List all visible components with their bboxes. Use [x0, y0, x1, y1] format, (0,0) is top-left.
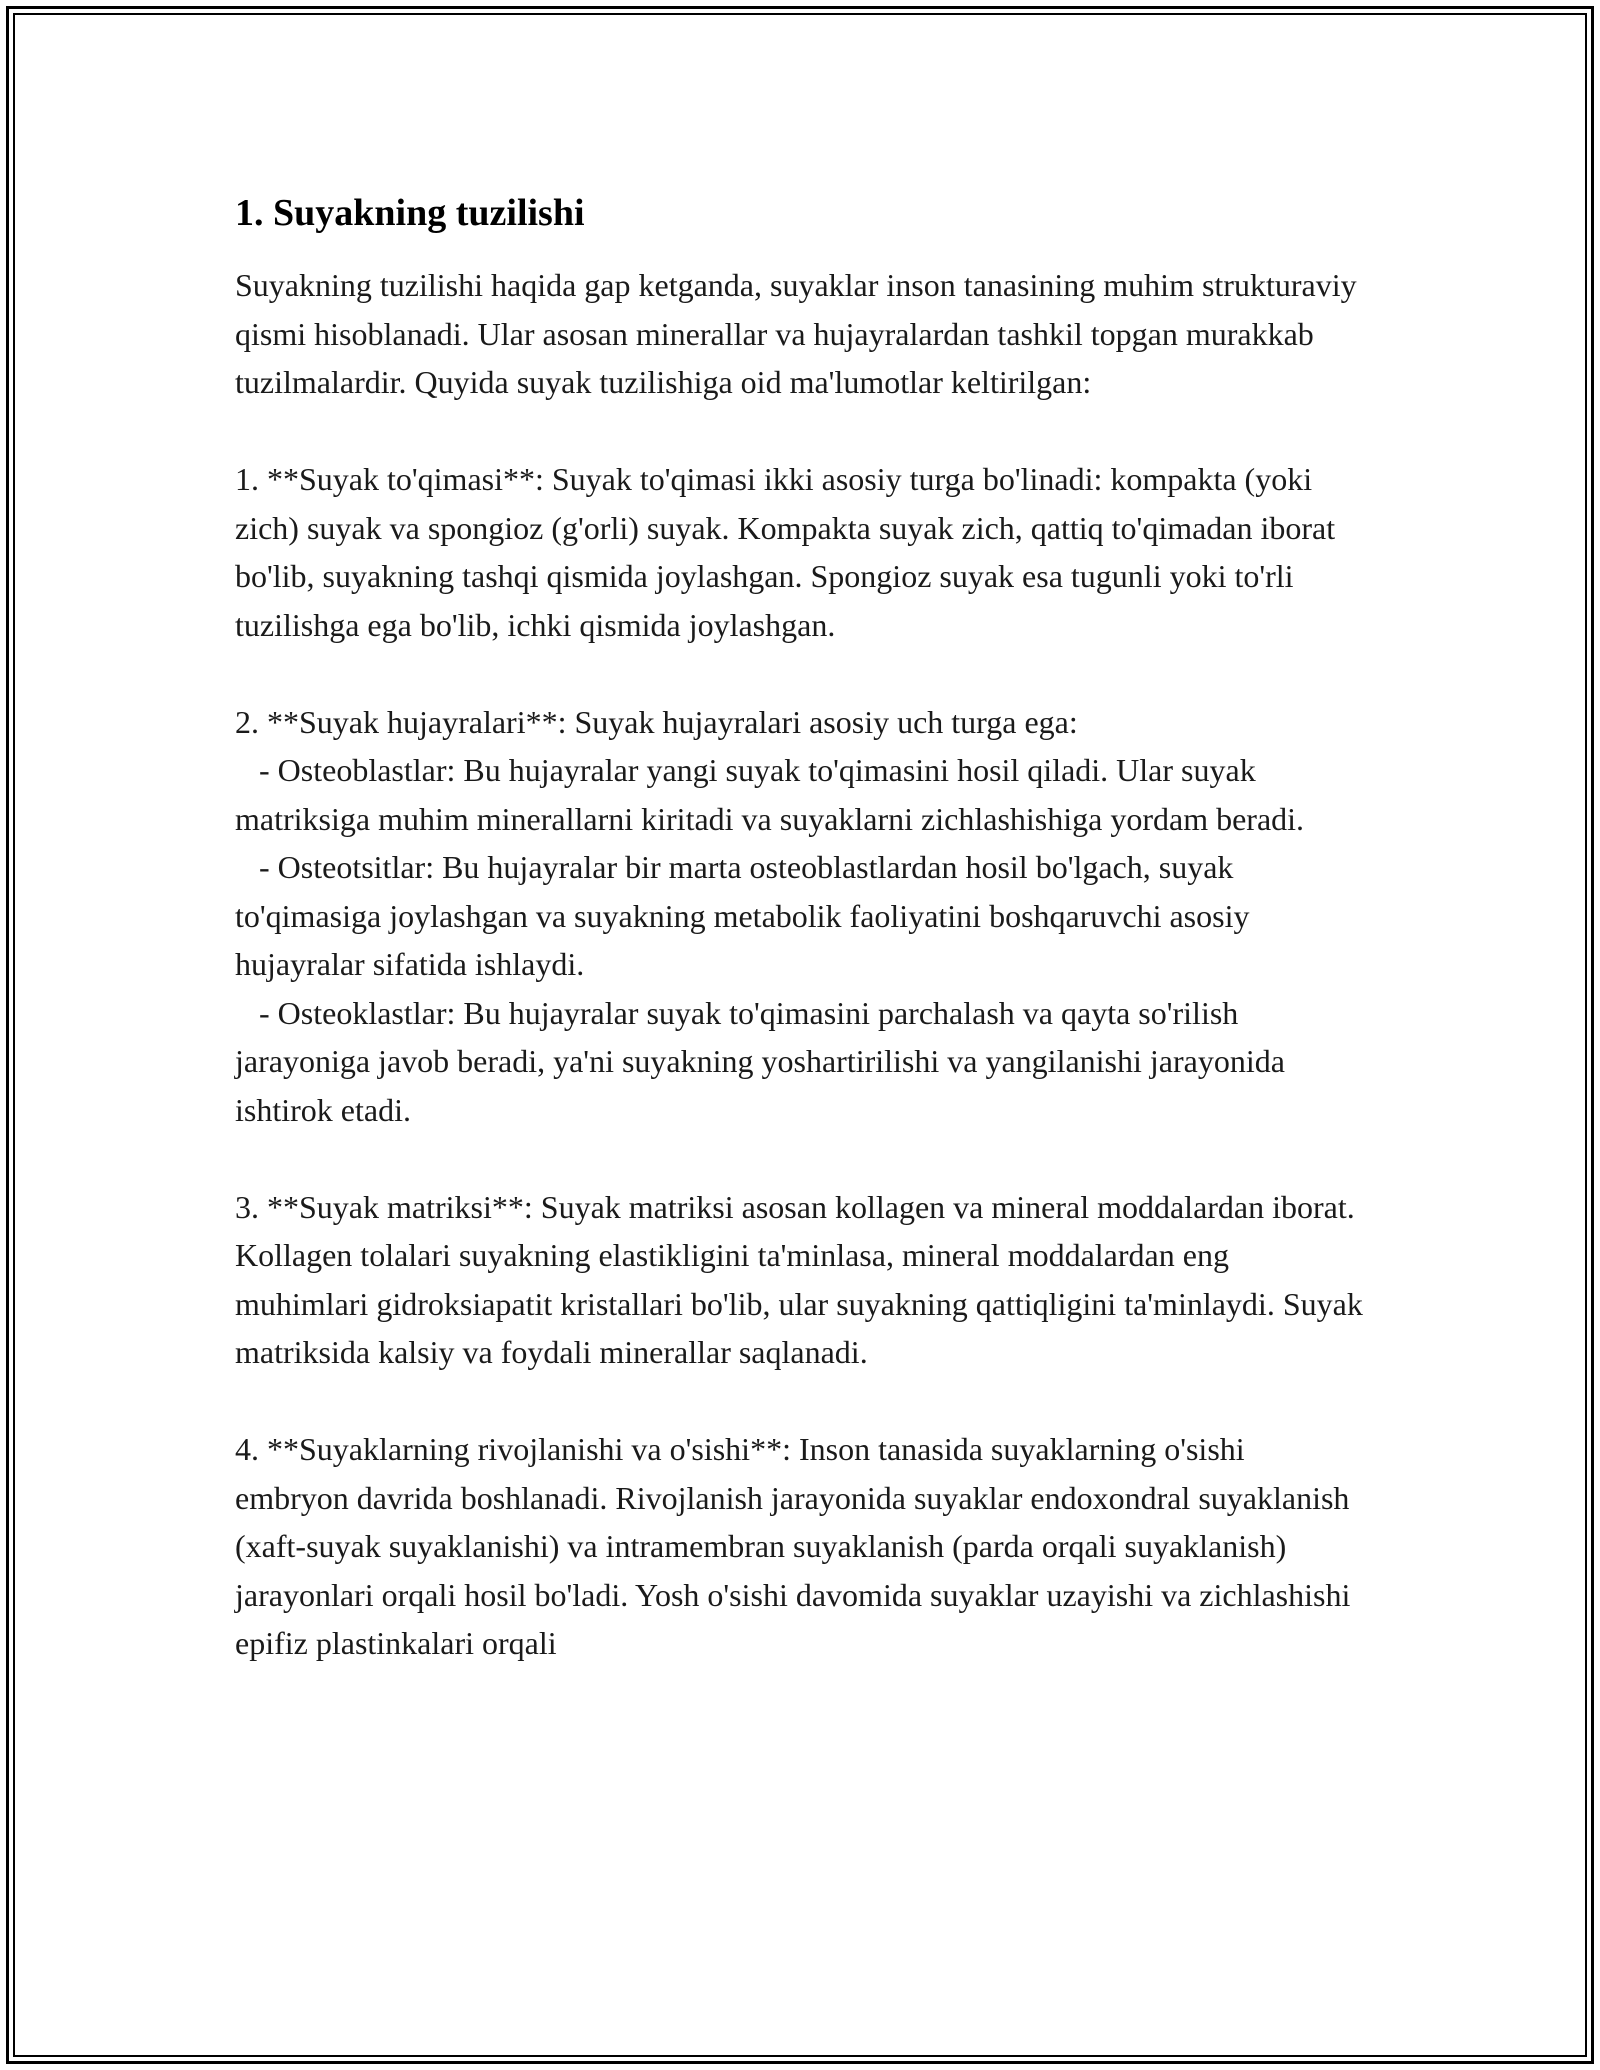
- section-1-paragraph: 1. **Suyak to'qimasi**: Suyak to'qimasi ikki asosiy turga bo'linadi: kompakta (yoki zich) suyak va spongioz (g'orli) suyak. Kompakta suyak zich, qattiq to'qimadan iborat bo'lib, suyakning tashqi qismida joylashgan. Spongioz suyak esa tugunli yoki to'rli tuzilishga ega bo'lib, ichki qismida joylashgan.: [235, 461, 1344, 643]
- section-2-item-osteocytes: - Osteotsitlar: Bu hujayralar bir marta osteoblastlardan hosil bo'lgach, suyak to'qimasiga joylashgan va suyakning metabolik faoliyatini boshqaruvchi asosiy hujayralar sifatida ishlaydi.: [235, 849, 1258, 982]
- paragraph-gap: [235, 649, 1365, 698]
- intro-paragraph: Suyakning tuzilishi haqida gap ketganda, suyaklar inson tanasining muhim strukturaviy qismi hisoblanadi. Ular asosan minerallar va hujayralardan tashkil topgan murakkab tuzilmalardir. Quyida suyak tuzilishiga oid ma'lumotlar keltirilgan:: [235, 267, 1365, 400]
- section-2-item-osteoclasts: - Osteoklastlar: Bu hujayralar suyak to'qimasini parchalash va qayta so'rilish jarayoniga javob beradi, ya'ni suyakning yoshartirilishi va yangilanishi jarayonida ishtirok etadi.: [235, 994, 1293, 1128]
- section-3-paragraph: 3. **Suyak matriksi**: Suyak matriksi asosan kollagen va mineral moddalardan iborat. Kollagen tolalari suyakning elastikligini ta'minlasa, mineral moddalardan eng muhimlari gidroksiapatit kristallari bo'lib, ular suyakning qattiqligini ta'minlaydi. Suyak matriksida kalsiy va foydali minerallar saqlanadi.: [235, 1188, 1371, 1370]
- paragraph-gap: [235, 1134, 1365, 1183]
- paragraph-gap: [235, 1377, 1365, 1426]
- document-body: [235, 185, 1371, 1668]
- paragraph-gap: [235, 407, 1365, 456]
- section-4-paragraph: 4. **Suyaklarning rivojlanishi va o'sishi**: Inson tanasida suyaklarning o'sishi embryon davrida boshlanadi. Rivojlanish jarayonida suyaklar endoxondral suyaklanish (xaft-suyak suyaklanishi) va intramembran suyaklanish (parda orqali suyaklanish) jarayonlari orqali hosil bo'ladi. Yosh o'sishi davomida suyaklar uzayishi va zichlashishi epifiz plastinkalari orqali: [235, 1431, 1359, 1661]
- section-2-heading-line: 2. **Suyak hujayralari**: Suyak hujayralari asosiy uch turga ega:: [235, 703, 1078, 740]
- section-2-item-osteoblasts: - Osteoblastlar: Bu hujayralar yangi suyak to'qimasini hosil qiladi. Ular suyak matriksiga muhim minerallarni kiritadi va suyaklarni zichlashishiga yordam beradi.: [235, 752, 1305, 837]
- section-heading: 1. Suyakning tuzilishi: [235, 192, 585, 234]
